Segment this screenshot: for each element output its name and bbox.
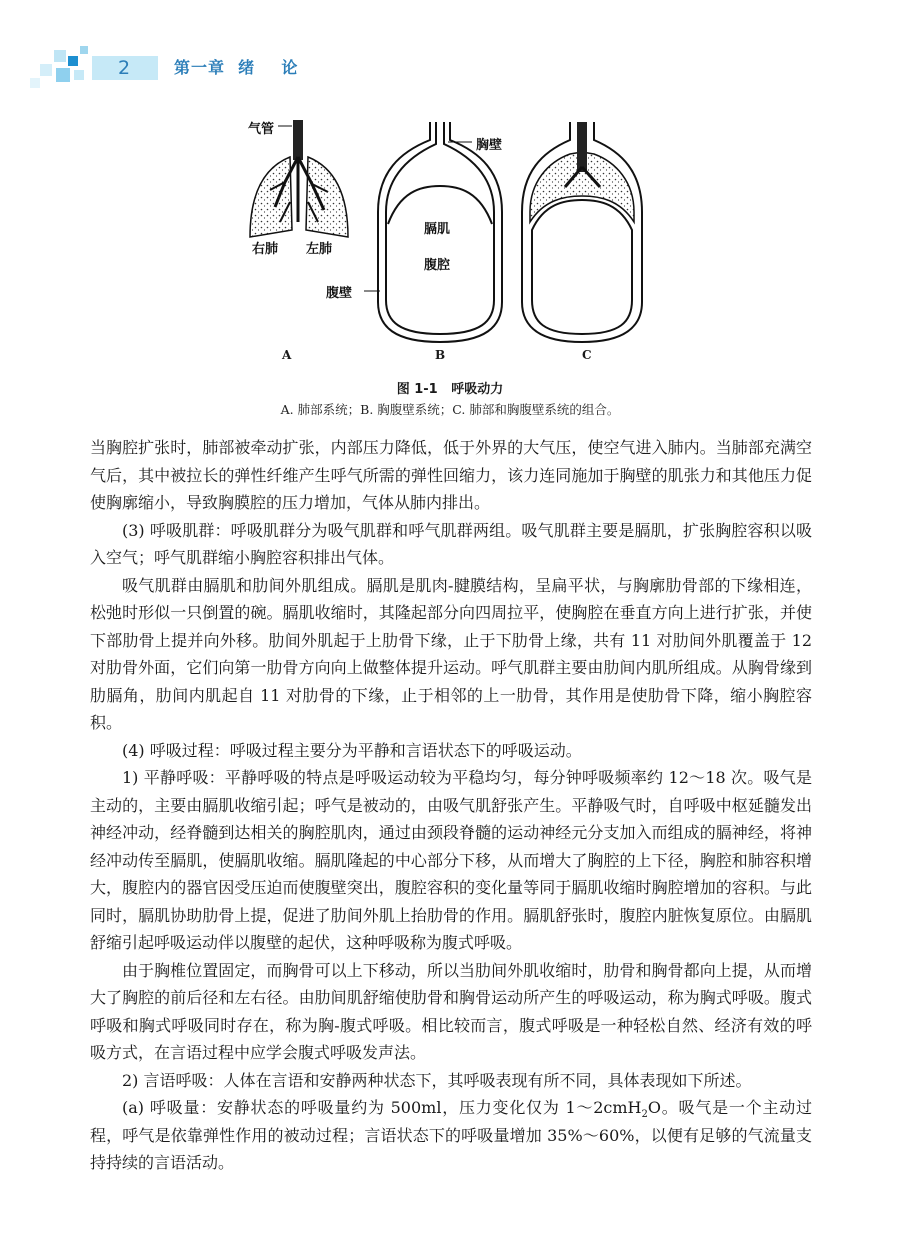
paragraph — [90, 1094, 812, 1177]
paragraph: 当胸腔扩张时，肺部被牵动扩张，内部压力降低，低于外界的大气压，使空气进入肺内。当肺部充满空气后，其中被拉长的弹性纤维产生呼气所需的弹性回缩力，该力连同施加于胸壁的肌张力和其他压力促使胸廓缩小，导致胸膜腔的压力增加，气体从肺内排出。 — [90, 438, 812, 512]
label-trachea: 气管 — [248, 122, 275, 137]
label-left-lung: 左肺 — [306, 242, 333, 257]
label-abdominal-wall: 腹壁 — [326, 286, 353, 301]
paragraph-part: O。吸气是一个主动过程，呼气是依靠弹性作用的被动过程；言语状态下的呼吸量增加 35%～60%，以便有足够的气流量支持持续的言语活动。 — [90, 1098, 812, 1172]
figure-respiration — [230, 112, 650, 372]
decor-square — [40, 64, 52, 76]
paragraph: 1) 平静呼吸：平静呼吸的特点是呼吸运动较为平稳均匀，每分钟呼吸频率约 12～18 次。吸气是主动的，主要由膈肌收缩引起；呼气是被动的，由吸气肌舒张产生。平静吸气时，自呼吸中枢延髓发出神经冲动，经脊髓到达相关的胸腔肌肉，通过由颈段脊髓的运动神经元分支加入而组成的膈神经，将神经冲动传至膈肌，使膈肌收缩。膈肌隆起的中心部分下移，从而增大了胸腔的上下径，胸腔和肺容积增大，腹腔内的器官因受压迫而使腹壁突出，腹腔容积的变化量等同于膈肌收缩时胸腔增加的容积。与此同时，膈肌协助肋骨上提，促进了肋间外肌上抬肋骨的作用。膈肌舒张时，腹腔内脏恢复原位。由膈肌舒缩引起呼吸运动伴以腹壁的起伏，这种呼吸称为腹式呼吸。 — [90, 768, 812, 952]
panel-letter-b: B — [435, 348, 446, 362]
label-abdominal-cavity: 腹腔 — [424, 258, 451, 273]
decor-square — [56, 68, 70, 82]
body-text — [90, 434, 812, 1177]
subscript: 2 — [641, 1109, 648, 1121]
respiration-diagram — [230, 112, 650, 372]
label-right-lung: 右肺 — [252, 242, 279, 257]
decor-square — [54, 50, 66, 62]
paragraph: 2) 言语呼吸：人体在言语和安静两种状态下，其呼吸表现有所不同，具体表现如下所述。 — [122, 1070, 752, 1090]
panel-letter-c: C — [582, 348, 592, 362]
decor-square — [74, 70, 84, 80]
decor-square — [68, 56, 78, 66]
panel-c-combined — [522, 122, 642, 342]
figure-caption: 图 1-1 呼吸动力 — [396, 382, 504, 397]
decor-square — [80, 46, 88, 54]
page-number: 2 — [118, 57, 131, 79]
paragraph: (4) 呼吸过程：呼吸过程主要分为平静和言语状态下的呼吸运动。 — [122, 740, 582, 760]
paragraph: (3) 呼吸肌群：呼吸肌群分为吸气肌群和呼气肌群两组。吸气肌群主要是膈肌，扩张胸腔容积以吸入空气；呼气肌群缩小胸腔容积排出气体。 — [90, 520, 812, 567]
label-chest-wall: 胸壁 — [476, 138, 503, 153]
figure-subcaption: A. 肺部系统；B. 胸腹壁系统；C. 肺部和胸腹壁系统的组合。 — [280, 402, 620, 417]
chapter-title: 第一章 绪 论 — [174, 58, 299, 77]
page-header — [0, 0, 900, 100]
panel-a-lungs — [250, 120, 348, 237]
decor-square — [30, 78, 40, 88]
label-diaphragm: 膈肌 — [424, 222, 451, 237]
paragraph: 由于胸椎位置固定，而胸骨可以上下移动，所以当肋间外肌收缩时，肋骨和胸骨都向上提，从而增大了胸腔的前后径和左右径。由肋间肌舒缩使肋骨和胸骨运动所产生的呼吸运动，称为胸式呼吸。腹式呼吸和胸式呼吸同时存在，称为胸-腹式呼吸。相比较而言，腹式呼吸是一种轻松自然、经济有效的呼吸方式，在言语过程中应学会腹式呼吸发声法。 — [90, 960, 812, 1062]
paragraph: 吸气肌群由膈肌和肋间外肌组成。膈肌是肌肉-腱膜结构，呈扁平状，与胸廓肋骨部的下缘相连，松弛时形似一只倒置的碗。膈肌收缩时，其隆起部分向四周拉平，使胸腔在垂直方向上进行扩张，并使下部肋骨上提并向外移。肋间外肌起于上肋骨下缘，止于下肋骨上缘，共有 11 对肋间外肌覆盖于 12 对肋骨外面，它们向第一肋骨方向向上做整体提升运动。呼气肌群主要由肋间内肌所组成。从胸骨缘到肋膈角，肋间内肌起自 11 对肋骨的下缘，止于相邻的上一肋骨，其作用是使肋骨下降，缩小胸腔容积。 — [90, 575, 812, 732]
panel-letter-a: A — [282, 348, 292, 362]
paragraph-part: (a) 呼吸量：安静状态的呼吸量约为 500ml，压力变化仅为 1～2cmH — [122, 1098, 642, 1117]
